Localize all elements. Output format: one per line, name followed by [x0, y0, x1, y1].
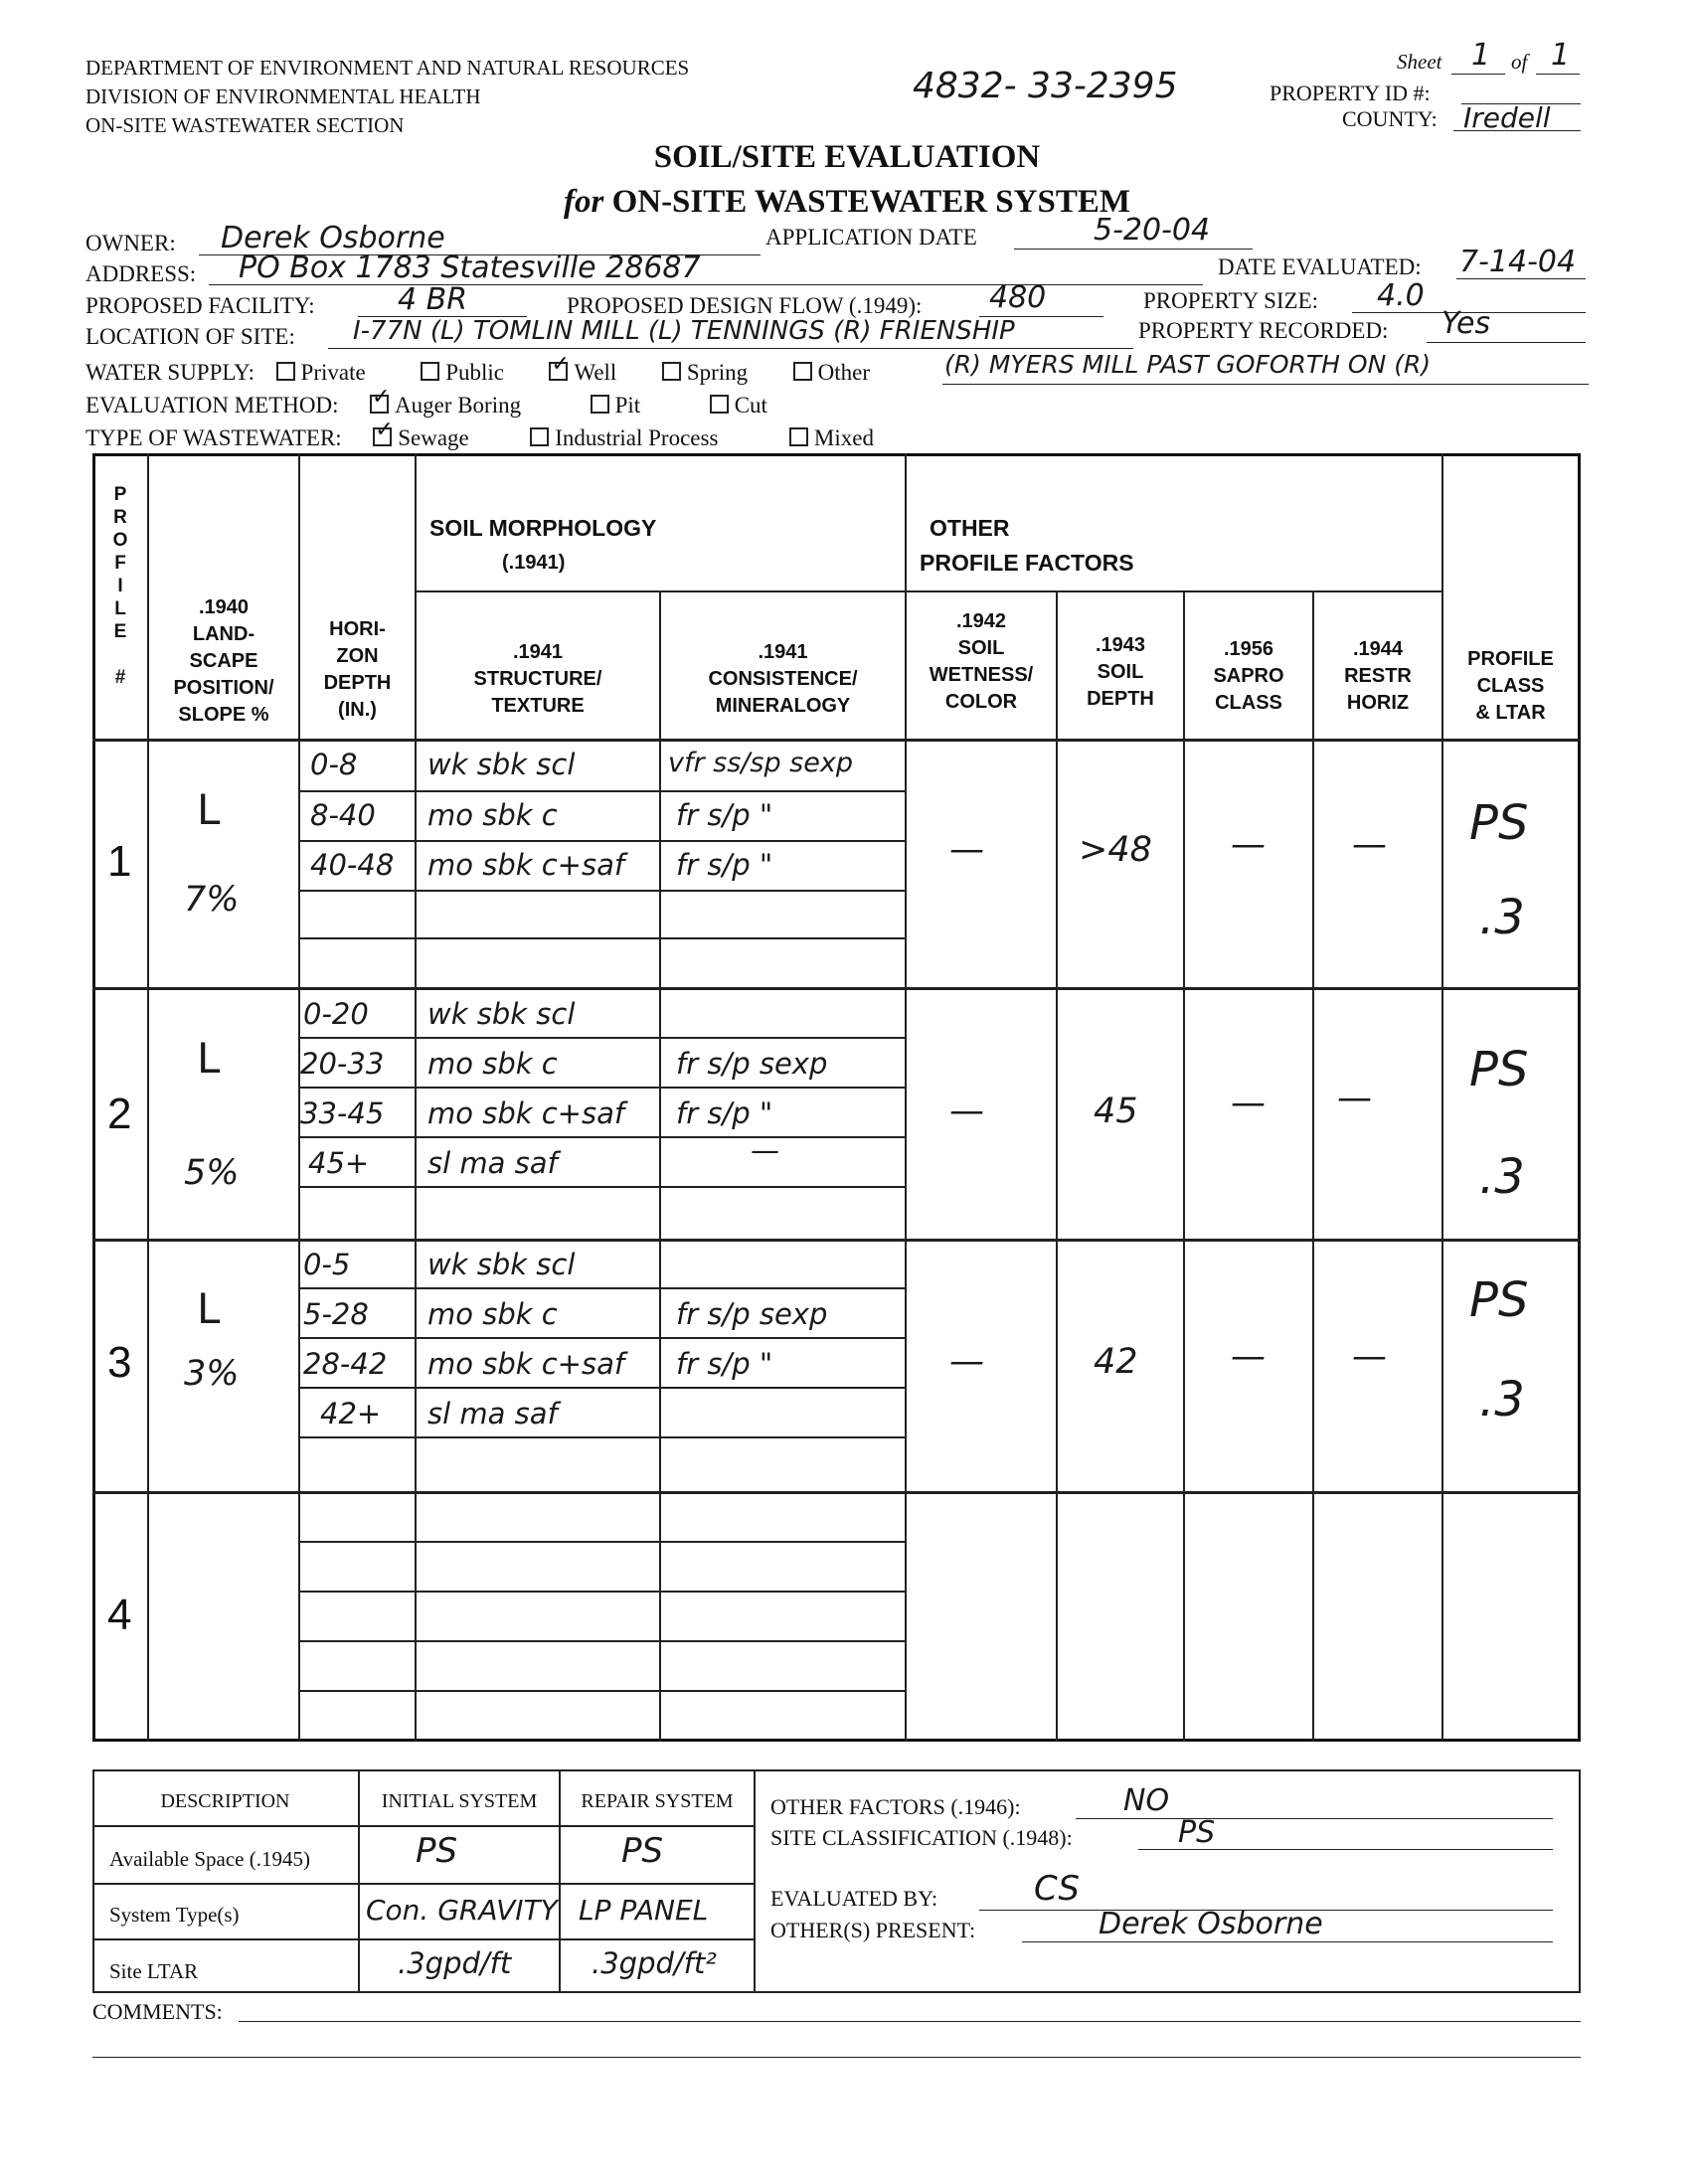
soil-depth-hdr-0: .1943: [1095, 634, 1146, 656]
hdr-l: L: [114, 598, 126, 619]
water-public-checkbox[interactable]: [421, 362, 439, 381]
profile-3-structure-2: mo sbk c: [427, 1297, 558, 1331]
profile-1-consistence-1: vfr ss/sp sexp: [668, 748, 853, 778]
landscape-hdr-0: .1940: [198, 596, 250, 618]
department-block: [85, 54, 689, 140]
profile-3-structure-3: mo sbk c+saf: [427, 1347, 625, 1381]
profile-2-landscape: L: [197, 1034, 221, 1083]
structure-hdr-2: TEXTURE: [491, 695, 585, 717]
of-label: of: [1511, 50, 1528, 74]
sapro-hdr-2: CLASS: [1215, 692, 1282, 714]
profile-1-soil-depth: >48: [1079, 830, 1152, 870]
soil-depth-hdr-2: DEPTH: [1087, 688, 1154, 710]
horizon-hdr-2: DEPTH: [323, 672, 392, 694]
profile-2-class: PS: [1469, 1042, 1529, 1097]
eval-cut-checkbox[interactable]: [710, 395, 729, 414]
hdr-hash: #: [114, 667, 126, 688]
profile-3-landscape: L: [197, 1284, 221, 1333]
eval-auger-label: Auger Boring: [394, 393, 522, 418]
eval-cut-label: Cut: [734, 393, 767, 418]
site-ltar-initial: .3gpd/ft: [398, 1946, 512, 1980]
consistence-hdr-2: MINERALOGY: [715, 695, 851, 717]
system-types-label: System Type(s): [109, 1903, 240, 1927]
profile-1-consistence-2: fr s/p ": [676, 798, 773, 832]
profile-1-class: PS: [1469, 795, 1529, 851]
other-factors-header-2: PROFILE FACTORS: [920, 550, 1134, 576]
profile-3-consistence-2: fr s/p sexp: [676, 1297, 828, 1331]
landscape-hdr-2: SCAPE: [189, 650, 258, 672]
sheet-total: 1: [1551, 38, 1571, 73]
available-space-label: Available Space (.1945): [109, 1847, 310, 1871]
property-size-value: 4.0: [1377, 278, 1425, 313]
waste-sewage-checkbox[interactable]: [373, 427, 392, 446]
profile-1-depth-1: 0-8: [310, 748, 358, 781]
eval-pit-label: Pit: [614, 393, 641, 418]
profile-3-restr: —: [1352, 1337, 1387, 1377]
profile-number-header: [99, 483, 141, 689]
sheet-number: 1: [1471, 38, 1491, 73]
profile-2-soil-depth: 45: [1094, 1092, 1138, 1131]
profile-2-number: 2: [107, 1090, 132, 1138]
profile-3-ltar: .3: [1479, 1372, 1525, 1428]
design-flow-value: 480: [989, 280, 1047, 315]
soil-depth-header: [1058, 632, 1183, 713]
profile-1-number: 1: [107, 837, 132, 886]
hdr-f: F: [114, 553, 126, 574]
profile-1-landscape: L: [197, 785, 221, 834]
landscape-header: [149, 594, 298, 729]
horizon-hdr-3: (IN.): [338, 699, 377, 721]
waste-industrial-label: Industrial Process: [555, 425, 719, 450]
restr-hdr-2: HORIZ: [1346, 692, 1410, 714]
repair-system-header: REPAIR SYSTEM: [581, 1790, 734, 1812]
evaluated-by-label: EVALUATED BY:: [770, 1886, 938, 1911]
profile-3-soil-depth: 42: [1094, 1342, 1138, 1382]
profile-2-slope: 5%: [184, 1153, 240, 1193]
profile-2-consistence-4: —: [751, 1133, 779, 1167]
profile-1-depth-2: 8-40: [310, 798, 376, 832]
profile-1-depth-3: 40-48: [310, 848, 395, 882]
date-evaluated-value: 7-14-04: [1459, 245, 1577, 279]
profile-class-header: [1443, 646, 1578, 727]
description-header: DESCRIPTION: [160, 1790, 290, 1812]
dept-line-3: ON-SITE WASTEWATER SECTION: [85, 113, 405, 137]
structure-hdr-1: STRUCTURE/: [473, 668, 602, 690]
wetness-hdr-3: COLOR: [944, 691, 1018, 713]
dept-line-2: DIVISION OF ENVIRONMENTAL HEALTH: [85, 84, 481, 108]
waste-industrial-checkbox[interactable]: [530, 427, 549, 446]
property-id-label: PROPERTY ID #:: [1270, 81, 1431, 105]
profile-1-restr: —: [1352, 825, 1387, 865]
restr-hdr-0: .1944: [1352, 638, 1404, 660]
hdr-e: E: [113, 621, 127, 642]
landscape-hdr-3: POSITION/: [173, 677, 274, 699]
profile-3-depth-2: 5-28: [303, 1297, 369, 1331]
others-present-value: Derek Osborne: [1099, 1907, 1323, 1941]
water-spring-checkbox[interactable]: [662, 362, 681, 381]
profile-4-number: 4: [107, 1591, 132, 1639]
system-type-repair: LP PANEL: [579, 1894, 709, 1927]
restr-hdr-1: RESTR: [1344, 665, 1412, 687]
consistence-header: [661, 639, 905, 720]
waste-mixed-label: Mixed: [813, 425, 874, 450]
evaluated-by-value: CS: [1034, 1869, 1080, 1909]
county-value: Iredell: [1463, 101, 1551, 134]
system-type-initial: Con. GRAVITY: [366, 1894, 558, 1927]
structure-header: [417, 639, 659, 720]
county-label: COUNTY:: [1342, 106, 1438, 131]
profile-3-class: PS: [1469, 1272, 1529, 1328]
profile-2-restr: —: [1337, 1079, 1372, 1118]
evaluation-method-row: [85, 393, 767, 419]
sheet-label: Sheet: [1397, 50, 1442, 74]
profile-2-structure-3: mo sbk c+saf: [427, 1096, 625, 1130]
profile-3-structure-4: sl ma saf: [427, 1397, 558, 1430]
profile-1-ltar: .3: [1479, 890, 1525, 945]
soil-morphology-code: (.1941): [502, 552, 566, 574]
class-hdr-1: CLASS: [1476, 675, 1545, 697]
proposed-facility-value: 4 BR: [398, 282, 468, 317]
consistence-hdr-1: CONSISTENCE/: [708, 668, 858, 690]
eval-pit-checkbox[interactable]: [591, 395, 609, 414]
profile-2-depth-2: 20-33: [300, 1047, 385, 1081]
water-private-label: Private: [300, 360, 366, 385]
profile-2-depth-3: 33-45: [300, 1096, 385, 1130]
water-well-label: Well: [574, 360, 617, 385]
waste-mixed-checkbox[interactable]: [789, 427, 808, 446]
date-evaluated-label: DATE EVALUATED:: [1218, 254, 1422, 279]
class-hdr-0: PROFILE: [1467, 648, 1554, 670]
application-date-label: APPLICATION DATE: [765, 225, 977, 250]
soil-morphology-header: SOIL MORPHOLOGY: [429, 515, 657, 541]
profile-2-wetness: —: [949, 1092, 984, 1131]
profile-3-sapro: —: [1231, 1337, 1266, 1377]
address-label: ADDRESS:: [85, 261, 197, 286]
profile-1-sapro: —: [1231, 825, 1266, 865]
sapro-header: [1185, 636, 1312, 717]
landscape-hdr-4: SLOPE %: [178, 704, 269, 726]
sapro-hdr-0: .1956: [1223, 638, 1274, 660]
consistence-hdr-0: .1941: [758, 641, 808, 663]
profile-3-number: 3: [107, 1338, 132, 1387]
water-supply-label: WATER SUPPLY:: [85, 360, 255, 385]
eval-auger-checkbox[interactable]: [370, 395, 389, 414]
water-supply-row: [85, 360, 870, 386]
available-space-initial: PS: [416, 1831, 458, 1871]
profile-1-consistence-3: fr s/p ": [676, 848, 773, 882]
location-value: I-77N (L) TOMLIN MILL (L) TENNINGS (R) FRIENSHIP: [353, 316, 1015, 346]
profile-2-depth-4: 45+: [308, 1146, 370, 1180]
horizon-hdr-1: ZON: [336, 645, 379, 667]
other-factors-value: NO: [1123, 1783, 1170, 1818]
owner-label: OWNER:: [85, 231, 176, 255]
water-other-value: (R) MYERS MILL PAST GOFORTH ON (R): [944, 350, 1432, 379]
initial-system-header: INITIAL SYSTEM: [381, 1790, 538, 1812]
water-public-label: Public: [445, 360, 504, 385]
waste-sewage-label: Sewage: [398, 425, 469, 450]
location-label: LOCATION OF SITE:: [85, 324, 295, 349]
profile-1-wetness: —: [949, 830, 984, 870]
profile-1-structure-3: mo sbk c+saf: [427, 848, 625, 882]
address-value: PO Box 1783 Statesville 28687: [239, 251, 701, 285]
hdr-p: P: [113, 484, 127, 505]
form-subtitle-for: for: [563, 184, 604, 220]
owner-value: Derek Osborne: [221, 221, 445, 255]
available-space-repair: PS: [621, 1831, 664, 1871]
landscape-hdr-1: LAND-: [192, 623, 255, 645]
site-classification-value: PS: [1178, 1815, 1216, 1850]
profile-2-consistence-2: fr s/p sexp: [676, 1047, 828, 1081]
profile-3-structure-1: wk sbk scl: [427, 1248, 576, 1281]
other-factors-label: OTHER FACTORS (.1946):: [770, 1794, 1021, 1819]
wetness-hdr-0: .1942: [955, 610, 1007, 632]
property-size-label: PROPERTY SIZE:: [1143, 288, 1319, 313]
profile-2-structure-1: wk sbk scl: [427, 997, 576, 1031]
water-well-checkbox[interactable]: [549, 362, 568, 381]
wetness-header: [907, 608, 1056, 716]
profile-2-ltar: .3: [1479, 1149, 1525, 1205]
wetness-hdr-2: WETNESS/: [929, 664, 1034, 686]
profile-2-sapro: —: [1231, 1084, 1266, 1123]
profile-1-structure-1: wk sbk scl: [427, 748, 576, 781]
hdr-o: O: [112, 530, 128, 551]
horizon-hdr-0: HORI-: [329, 618, 386, 640]
others-present-label: OTHER(S) PRESENT:: [770, 1918, 976, 1942]
water-private-checkbox[interactable]: [276, 362, 295, 381]
wetness-hdr-1: SOIL: [957, 637, 1005, 659]
site-classification-label: SITE CLASSIFICATION (.1948):: [770, 1825, 1073, 1850]
profile-2-structure-4: sl ma saf: [427, 1146, 558, 1180]
soil-depth-hdr-1: SOIL: [1097, 661, 1144, 683]
hdr-r: R: [113, 507, 127, 528]
hdr-i: I: [117, 576, 123, 596]
profile-3-slope: 3%: [184, 1354, 240, 1394]
handwritten-property-id: 4832- 33-2395: [913, 66, 1178, 106]
profile-3-depth-1: 0-5: [303, 1248, 351, 1281]
dept-line-1: DEPARTMENT OF ENVIRONMENT AND NATURAL RESOURCES: [85, 56, 690, 80]
form-subtitle: [0, 184, 1694, 221]
property-recorded-label: PROPERTY RECORDED:: [1138, 318, 1389, 343]
profile-2-structure-2: mo sbk c: [427, 1047, 558, 1081]
profile-3-wetness: —: [949, 1342, 984, 1382]
restr-header: [1314, 636, 1441, 717]
form-title: SOIL/SITE EVALUATION: [653, 139, 1041, 175]
profile-2-consistence-3: fr s/p ": [676, 1096, 773, 1130]
comments-label: COMMENTS:: [92, 1999, 223, 2024]
wastewater-type-label: TYPE OF WASTEWATER:: [85, 425, 342, 450]
profile-3-depth-4: 42+: [320, 1397, 382, 1430]
structure-hdr-0: .1941: [512, 641, 564, 663]
class-hdr-2: & LTAR: [1475, 702, 1546, 724]
horizon-depth-header: [300, 616, 415, 724]
water-spring-label: Spring: [686, 360, 749, 385]
design-flow-label: PROPOSED DESIGN FLOW (.1949):: [567, 293, 923, 318]
property-recorded-value: Yes: [1441, 306, 1491, 341]
profile-2-depth-1: 0-20: [303, 997, 369, 1031]
other-factors-header-1: OTHER: [930, 515, 1010, 541]
profile-1-structure-2: mo sbk c: [427, 798, 558, 832]
profile-3-consistence-3: fr s/p ": [676, 1347, 773, 1381]
profile-1-slope: 7%: [184, 880, 240, 920]
proposed-facility-label: PROPOSED FACILITY:: [85, 293, 315, 318]
profile-3-depth-3: 28-42: [303, 1347, 388, 1381]
site-ltar-label: Site LTAR: [109, 1959, 199, 1983]
form-subtitle-rest: ON-SITE WASTEWATER SYSTEM: [611, 184, 1131, 220]
site-ltar-repair: .3gpd/ft²: [592, 1946, 717, 1980]
wastewater-type-row: [85, 425, 874, 451]
application-date-value: 5-20-04: [1094, 213, 1211, 248]
water-other-checkbox[interactable]: [793, 362, 812, 381]
sapro-hdr-1: SAPRO: [1213, 665, 1284, 687]
water-other-label: Other: [817, 360, 871, 385]
evaluation-method-label: EVALUATION METHOD:: [85, 393, 339, 418]
